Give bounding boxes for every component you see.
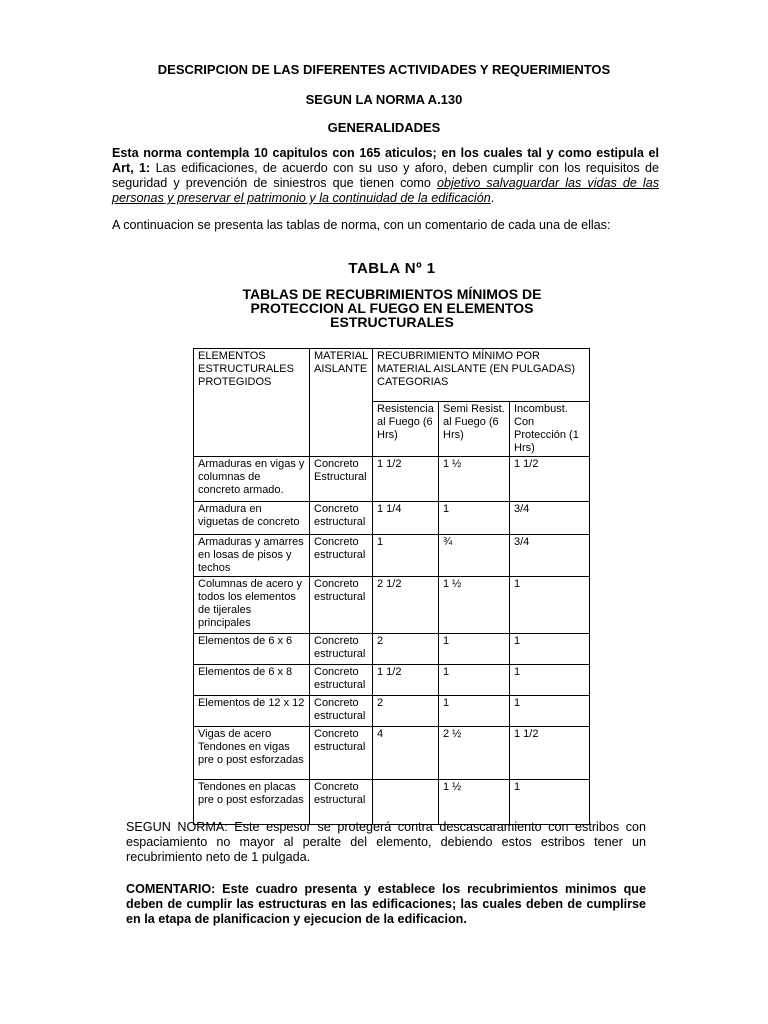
- cell-semi: 1: [439, 634, 510, 665]
- cell-element: Armaduras y amarres en losas de pisos y techos: [194, 535, 310, 577]
- cell-semi: 1 ½: [439, 780, 510, 825]
- cell-material: Concreto Estructural: [310, 457, 373, 502]
- intro-paragraph: [112, 146, 659, 206]
- cell-semi: ¾: [439, 535, 510, 577]
- segun-norma-paragraph: SEGUN NORMA: Este espesor se protegerá contra descascaramiento con estribos con espaciamiento no mayor al peralte del elemento, debiendo estos estribos tener un recubrimiento neto de 1 pulgada.: [126, 820, 646, 864]
- cell-material: Concreto estructural: [310, 577, 373, 634]
- comentario-paragraph: COMENTARIO: Este cuadro presenta y establece los recubrimientos minimos que deben de cumplir las estructuras en las edificaciones; las cuales deben de cumplirse en la etapa de planificacion y ejecucion de la edificacion.: [126, 882, 646, 926]
- cell-semi: 2 ½: [439, 727, 510, 780]
- cell-incombust: 3/4: [510, 535, 590, 577]
- cell-resistencia: 1 1/2: [373, 665, 439, 696]
- cell-material: Concreto estructural: [310, 502, 373, 535]
- cell-resistencia: 2: [373, 696, 439, 727]
- table-row: [194, 502, 590, 535]
- cell-material: Concreto estructural: [310, 727, 373, 780]
- table-row: [194, 696, 590, 727]
- cell-semi: 1: [439, 696, 510, 727]
- header-elementos: ELEMENTOS ESTRUCTURALES PROTEGIDOS: [194, 349, 310, 457]
- table-row: [194, 780, 590, 825]
- table-title-line-2: PROTECCION AL FUEGO EN ELEMENTOS: [250, 300, 534, 316]
- cell-incombust: 1: [510, 634, 590, 665]
- cell-element: Elementos de 6 x 6: [194, 634, 310, 665]
- cell-incombust: 3/4: [510, 502, 590, 535]
- heading-line-1: DESCRIPCION DE LAS DIFERENTES ACTIVIDADES Y REQUERIMIENTOS: [157, 62, 611, 77]
- cell-semi: 1 ½: [439, 457, 510, 502]
- table-title-line-3: ESTRUCTURALES: [330, 314, 454, 330]
- cell-semi: 1: [439, 665, 510, 696]
- heading-line-3: GENERALIDADES: [327, 120, 441, 135]
- heading-line-2: SEGUN LA NORMA A.130: [305, 92, 463, 107]
- cell-material: Concreto estructural: [310, 665, 373, 696]
- subheader-semi: Semi Resist. al Fuego (6 Hrs): [439, 402, 510, 457]
- intro-underlined: objetivo salvaguardar las vidas de las personas y preservar el patrimonio y la continuidad de la edificación: [112, 176, 659, 205]
- header-material: MATERIAL AISLANTE: [310, 349, 373, 457]
- cell-resistencia: 4: [373, 727, 439, 780]
- table-title: [180, 287, 604, 329]
- intro-end: .: [490, 191, 495, 205]
- cell-resistencia: 1: [373, 535, 439, 577]
- table-title-line-1: TABLAS DE RECUBRIMIENTOS MÍNIMOS DE: [242, 286, 542, 302]
- cell-material: Concreto estructural: [310, 634, 373, 665]
- table-header-row: [194, 349, 590, 402]
- cell-material: Concreto estructural: [310, 780, 373, 825]
- cell-resistencia: 2 1/2: [373, 577, 439, 634]
- intro-text: Las edificaciones, de acuerdo con su uso y aforo, deben cumplir con los requisitos de seguridad y prevención de siniestros que tienen como: [112, 161, 660, 190]
- cell-incombust: 1 1/2: [510, 727, 590, 780]
- intro-bold-lead: Esta norma contempla 10 capitulos con 165 aticulos; en los cuales tal y como estipula el Art, 1:: [112, 146, 659, 175]
- header-recubrimiento: RECUBRIMIENTO MÍNIMO POR MATERIAL AISLANTE (EN PULGADAS) CATEGORIAS: [373, 349, 590, 402]
- coverage-table: [193, 348, 590, 825]
- cell-semi: 1: [439, 502, 510, 535]
- subheader-incombust: Incombust. Con Protección (1 Hrs): [510, 402, 590, 457]
- table-row: [194, 577, 590, 634]
- cell-element: Columnas de acero y todos los elementos de tijerales principales: [194, 577, 310, 634]
- continuation-text: A continuacion se presenta las tablas de norma, con un comentario de cada una de ellas:: [112, 218, 611, 232]
- cell-incombust: 1: [510, 780, 590, 825]
- cell-element: Armadura en viguetas de concreto: [194, 502, 310, 535]
- cell-resistencia: 2: [373, 634, 439, 665]
- table-label: TABLA Nº 1: [348, 260, 436, 277]
- table-row: [194, 535, 590, 577]
- cell-element: Tendones en placas pre o post esforzadas: [194, 780, 310, 825]
- table-row: [194, 634, 590, 665]
- cell-material: Concreto estructural: [310, 535, 373, 577]
- cell-resistencia: 1 1/2: [373, 457, 439, 502]
- cell-incombust: 1: [510, 665, 590, 696]
- cell-element: Armaduras en vigas y columnas de concreto armado.: [194, 457, 310, 502]
- cell-element: Vigas de acero Tendones en vigas pre o post esforzadas: [194, 727, 310, 780]
- table-row: [194, 727, 590, 780]
- cell-incombust: 1: [510, 696, 590, 727]
- cell-resistencia: 1 1/4: [373, 502, 439, 535]
- cell-semi: 1 ½: [439, 577, 510, 634]
- cell-incombust: 1 1/2: [510, 457, 590, 502]
- cell-element: Elementos de 6 x 8: [194, 665, 310, 696]
- subheader-resistencia: Resistencia al Fuego (6 Hrs): [373, 402, 439, 457]
- cell-incombust: 1: [510, 577, 590, 634]
- cell-material: Concreto estructural: [310, 696, 373, 727]
- cell-element: Elementos de 12 x 12: [194, 696, 310, 727]
- table-row: [194, 457, 590, 502]
- table-row: [194, 665, 590, 696]
- cell-resistencia: [373, 780, 439, 825]
